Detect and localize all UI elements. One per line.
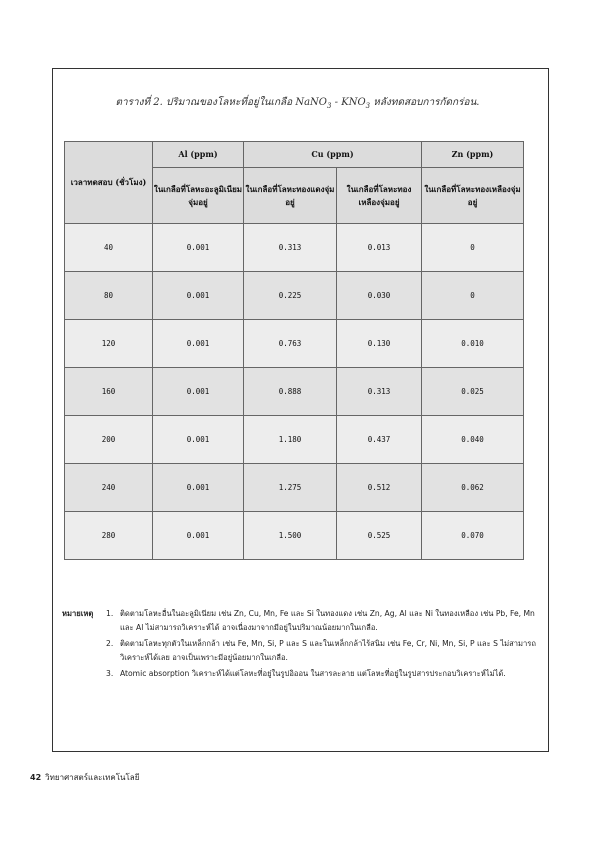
header-zn-sub: ในเกลือที่โลหะทองเหลืองจุ่มอยู่ bbox=[422, 168, 524, 224]
cell-zn: 0.025 bbox=[422, 368, 524, 416]
note-text: ติดตามโลหะอื่นในอะลูมิเนียม เช่น Zn, Cu, Mn, Fe และ Si ในทองแดง เช่น Zn, Ag, Al และ Ni ในทองเหลือง เช่น Pb, Fe, Mn และ Al ไม่สามารถวิเคราะห์ได้ อาจเนื่องมาจากมีอยู่ในปริมาณน้อยมากในเกลือ. bbox=[120, 609, 535, 632]
table-caption bbox=[0, 95, 595, 110]
cell-al: 0.001 bbox=[153, 320, 244, 368]
table-row bbox=[65, 320, 524, 368]
table-row bbox=[65, 224, 524, 272]
note-number: 1. bbox=[106, 609, 114, 618]
cell-cu-copper: 1.275 bbox=[244, 464, 337, 512]
caption-subscript: 3 bbox=[365, 102, 371, 110]
table-row bbox=[65, 464, 524, 512]
cell-al: 0.001 bbox=[153, 416, 244, 464]
header-al: Al (ppm) bbox=[153, 142, 244, 168]
metal-content-table bbox=[64, 141, 524, 560]
cell-cu-copper: 0.763 bbox=[244, 320, 337, 368]
journal-name: วิทยาศาสตร์และเทคโนโลยี bbox=[45, 773, 140, 782]
caption-formula-nano3: NaNO bbox=[295, 97, 327, 108]
cell-zn: 0.062 bbox=[422, 464, 524, 512]
cell-cu-brass: 0.013 bbox=[337, 224, 422, 272]
cell-cu-copper: 0.888 bbox=[244, 368, 337, 416]
note-item bbox=[106, 637, 538, 664]
header-cu-brass: ในเกลือที่โลหะทองเหลืองจุ่มอยู่ bbox=[337, 168, 422, 224]
caption-formula-kno3: KNO bbox=[341, 97, 366, 108]
cell-al: 0.001 bbox=[153, 224, 244, 272]
cell-zn: 0 bbox=[422, 224, 524, 272]
cell-cu-brass: 0.030 bbox=[337, 272, 422, 320]
table-row bbox=[65, 416, 524, 464]
page-number: 42 bbox=[30, 773, 42, 782]
cell-cu-copper: 0.225 bbox=[244, 272, 337, 320]
note-text: Atomic absorption วิเคราะห์ได้แต่โลหะที่อยู่ในรูปอิออน ในสารละลาย แต่โลหะที่อยู่ในรูปสารประกอบวิเคราะห์ไม่ได้. bbox=[120, 669, 506, 678]
cell-time: 160 bbox=[65, 368, 153, 416]
note-item bbox=[106, 667, 538, 681]
cell-cu-brass: 0.313 bbox=[337, 368, 422, 416]
note-item bbox=[106, 607, 538, 634]
cell-al: 0.001 bbox=[153, 512, 244, 560]
note-text: ติดตามโลหะทุกตัวในเหล็กกล้า เช่น Fe, Mn, Si, P และ S และในเหล็กกล้าไร้สนิม เช่น Fe, Cr, Ni, Mn, Si, P และ S ไม่สามารถวิเคราะห์ได้เลย อาจเป็นเพราะมีอยู่น้อยมากในเกลือ. bbox=[120, 639, 536, 662]
note-number: 3. bbox=[106, 669, 114, 678]
cell-time: 80 bbox=[65, 272, 153, 320]
cell-cu-copper: 1.500 bbox=[244, 512, 337, 560]
cell-zn: 0.040 bbox=[422, 416, 524, 464]
cell-al: 0.001 bbox=[153, 368, 244, 416]
caption-suffix: หลังทดสอบการกัดกร่อน. bbox=[370, 97, 480, 108]
notes-label: หมายเหตุ bbox=[62, 609, 94, 618]
header-al-sub: ในเกลือที่โลหะอะลูมิเนียมจุ่มอยู่ bbox=[153, 168, 244, 224]
table-row bbox=[65, 368, 524, 416]
cell-time: 40 bbox=[65, 224, 153, 272]
cell-al: 0.001 bbox=[153, 464, 244, 512]
cell-time: 280 bbox=[65, 512, 153, 560]
caption-prefix: ตารางที่ 2. ปริมาณของโลหะที่อยู่ในเกลือ bbox=[115, 97, 296, 108]
cell-time: 200 bbox=[65, 416, 153, 464]
note-number: 2. bbox=[106, 639, 114, 648]
cell-cu-brass: 0.437 bbox=[337, 416, 422, 464]
table-row bbox=[65, 272, 524, 320]
header-cu-copper: ในเกลือที่โลหะทองแดงจุ่มอยู่ bbox=[244, 168, 337, 224]
cell-cu-brass: 0.512 bbox=[337, 464, 422, 512]
header-zn: Zn (ppm) bbox=[422, 142, 524, 168]
cell-time: 240 bbox=[65, 464, 153, 512]
cell-cu-copper: 0.313 bbox=[244, 224, 337, 272]
cell-zn: 0.010 bbox=[422, 320, 524, 368]
table-row bbox=[65, 512, 524, 560]
header-cu: Cu (ppm) bbox=[244, 142, 422, 168]
cell-zn: 0.070 bbox=[422, 512, 524, 560]
cell-cu-brass: 0.130 bbox=[337, 320, 422, 368]
cell-al: 0.001 bbox=[153, 272, 244, 320]
cell-zn: 0 bbox=[422, 272, 524, 320]
caption-dash: - bbox=[331, 97, 342, 108]
cell-time: 120 bbox=[65, 320, 153, 368]
header-test-time: เวลาทดสอบ (ชั่วโมง) bbox=[65, 142, 153, 224]
notes-list bbox=[106, 607, 538, 684]
cell-cu-brass: 0.525 bbox=[337, 512, 422, 560]
page-footer bbox=[30, 771, 139, 784]
cell-cu-copper: 1.180 bbox=[244, 416, 337, 464]
caption-subscript: 3 bbox=[327, 102, 332, 110]
